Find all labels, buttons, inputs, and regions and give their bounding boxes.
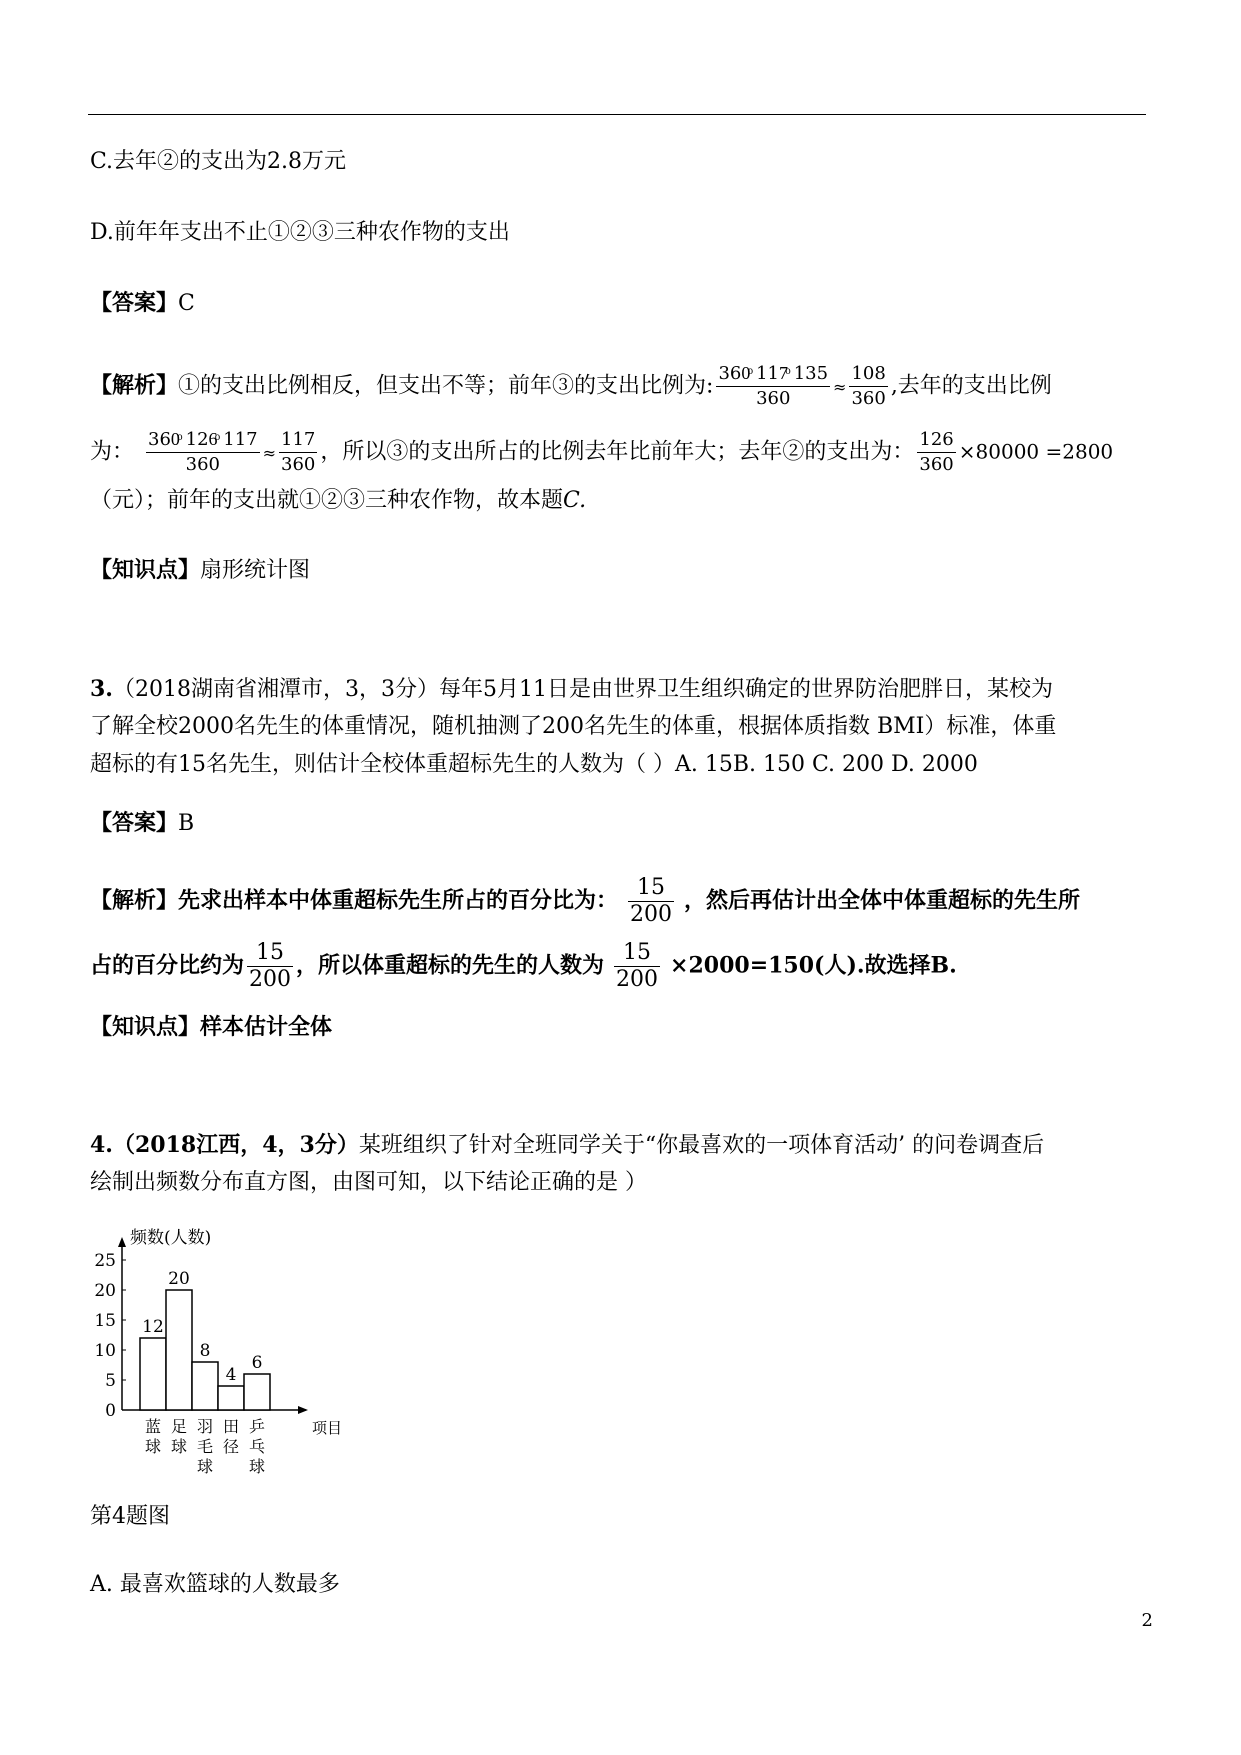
y-tick-label: 25 xyxy=(94,1251,116,1271)
fraction xyxy=(146,428,260,477)
explain-tag: 【解析】 xyxy=(90,887,179,914)
bar-value-label: 20 xyxy=(168,1269,190,1289)
q2-knowledge-point xyxy=(90,555,310,586)
fraction-numerator: 360ͦ 117ͦ 135 xyxy=(718,363,829,384)
option-d-prev: D.前年年支出不止①②③三种农作物的支出 xyxy=(90,220,510,245)
fraction-denominator: 360 xyxy=(146,452,260,477)
fraction-denominator: 360 xyxy=(716,386,830,411)
explain-text: ，所以体重超标的先生的人数为 xyxy=(296,952,605,979)
fraction-denominator: 360 xyxy=(851,388,886,409)
x-axis-arrow xyxy=(298,1406,308,1414)
x-category-label: 径 xyxy=(222,1437,240,1456)
bar-value-label: 6 xyxy=(251,1353,263,1373)
q4-option-a: A. 最喜欢篮球的人数最多 xyxy=(90,1572,340,1597)
fraction xyxy=(614,940,660,993)
fraction-numerator: 117 xyxy=(281,429,316,450)
explain-text: 占的百分比约为 xyxy=(90,952,245,979)
bar xyxy=(244,1374,270,1410)
x-category-label: 乒 xyxy=(248,1417,266,1436)
explain-text: C. xyxy=(563,488,587,513)
y-tick-label: 0 xyxy=(105,1401,116,1421)
q3-stem-line-3: 超标的有15名先生，则估计全校体重超标先生的人数为（ ）A. 15B. 150 C. 200 D. 2000 xyxy=(90,752,978,777)
q2-explain-line-1 xyxy=(90,362,1052,411)
q3-knowledge-point xyxy=(90,1012,332,1042)
fraction-denominator: 200 xyxy=(630,902,673,927)
stem-source: （2018江西，4，3分） xyxy=(112,1132,359,1158)
y-tick-label: 10 xyxy=(94,1341,116,1361)
x-category-label: 乓 xyxy=(248,1437,266,1456)
q2-explain-line-2 xyxy=(90,428,1113,477)
x-category-label: 蓝 xyxy=(144,1417,162,1436)
x-category-label: 足 xyxy=(170,1417,188,1436)
bar-value-label: 4 xyxy=(225,1365,237,1385)
header-rule xyxy=(88,114,1146,115)
fraction-numerator: 15 xyxy=(623,940,652,965)
explain-text: ×80000 =2800 xyxy=(958,439,1114,464)
y-axis-label: 频数(人数) xyxy=(130,1228,212,1248)
x-category-label: 球 xyxy=(170,1437,188,1456)
y-tick-label: 5 xyxy=(105,1371,116,1391)
stem-text: 某班组织了针对全班同学关于“你最喜欢的一项体育活动’ 的问卷调查后 xyxy=(358,1133,1045,1158)
stem-text: （2018湖南省湘潭市，3，3分）每年5月11日是由世界卫生组织确定的世界防治肥胖日，某校为 xyxy=(112,677,1053,702)
option-c-prev: C.去年②的支出为2.8万元 xyxy=(90,149,347,174)
fraction xyxy=(628,875,674,928)
bar-value-label: 8 xyxy=(199,1341,211,1361)
q4-stem-line-1 xyxy=(90,1130,1044,1161)
explain-text: 为： xyxy=(90,439,135,465)
fraction xyxy=(247,940,293,993)
explain-text: （元）；前年的支出就①②③三种农作物，故本题 xyxy=(90,488,564,513)
x-category-label: 田 xyxy=(222,1417,240,1436)
kp-text: 扇形统计图 xyxy=(200,558,311,583)
q3-explain-line-1 xyxy=(90,875,1080,928)
answer-tag: 【答案】 xyxy=(90,290,179,316)
bar xyxy=(218,1386,244,1410)
explain-text: ，所以③的支出所占的比例去年比前年大；去年②的支出为： xyxy=(320,439,915,465)
explain-text: ,去年的支出比例 xyxy=(890,373,1052,399)
q3-answer xyxy=(90,808,194,839)
explain-text: ×2000=150(人).故选择B. xyxy=(670,952,957,979)
kp-tag: 【知识点】 xyxy=(90,1014,201,1040)
fraction-numerator: 108 xyxy=(851,363,886,384)
kp-text: 样本估计全体 xyxy=(200,1014,333,1040)
bar-value-label: 12 xyxy=(142,1317,164,1337)
x-axis-label: 项目 xyxy=(312,1419,343,1437)
question-number: 3. xyxy=(90,676,113,702)
q3-stem-line-2: 了解全校2000名先生的体重情况，随机抽测了200名先生的体重，根据体质指数 BMI）标准，体重 xyxy=(90,714,1057,739)
q2-explain-line-3 xyxy=(90,486,586,516)
x-category-label: 羽 xyxy=(196,1417,214,1436)
x-category-label: 球 xyxy=(144,1437,162,1456)
x-category-label: 球 xyxy=(248,1457,266,1476)
fraction xyxy=(917,428,955,477)
q3-stem-line-1 xyxy=(90,674,1053,705)
histogram-chart xyxy=(84,1225,344,1500)
answer-value: C xyxy=(178,291,195,316)
kp-tag: 【知识点】 xyxy=(90,557,201,583)
q3-explain-line-2 xyxy=(90,940,957,993)
y-axis-arrow xyxy=(118,1237,126,1247)
fraction-denominator: 360 xyxy=(281,454,316,475)
fraction-numerator: 126 xyxy=(919,429,954,450)
answer-tag: 【答案】 xyxy=(90,810,179,836)
explain-tag: 【解析】 xyxy=(90,372,179,399)
bar xyxy=(166,1290,192,1410)
explain-text: ，然后再估计出全体中体重超标的先生所 xyxy=(684,887,1081,914)
y-tick-label: 15 xyxy=(94,1311,116,1331)
explain-text: ①的支出比例相反，但支出不等；前年③的支出比例为: xyxy=(178,373,714,399)
x-category-label: 毛 xyxy=(196,1437,214,1456)
fraction-denominator: 200 xyxy=(249,967,292,992)
x-category-label: 球 xyxy=(196,1457,214,1476)
fraction-denominator: 200 xyxy=(616,967,659,992)
q4-stem-line-2: 绘制出频数分布直方图，由图可知，以下结论正确的是 ） xyxy=(90,1170,647,1195)
fraction-denominator: 360 xyxy=(919,454,954,475)
explain-text: 先求出样本中体重超标先生所占的百分比为： xyxy=(178,887,619,914)
fraction xyxy=(716,362,830,411)
bar xyxy=(140,1338,166,1410)
fraction xyxy=(849,362,887,411)
answer-value: B xyxy=(178,811,195,836)
fraction xyxy=(279,428,317,477)
fraction-numerator: 15 xyxy=(637,875,666,900)
figure-caption: 第4题图 xyxy=(90,1504,170,1529)
fraction-numerator: 15 xyxy=(256,940,285,965)
page-number: 2 xyxy=(1141,1610,1153,1631)
fraction-numerator: 360ͦ 126ͦ 117 xyxy=(148,429,258,450)
bar xyxy=(192,1362,218,1410)
question-number: 4. xyxy=(90,1132,113,1158)
approx-sign: ≈ xyxy=(833,377,847,397)
q2-answer xyxy=(90,288,195,319)
approx-sign: ≈ xyxy=(262,443,277,463)
y-tick-label: 20 xyxy=(94,1281,116,1301)
